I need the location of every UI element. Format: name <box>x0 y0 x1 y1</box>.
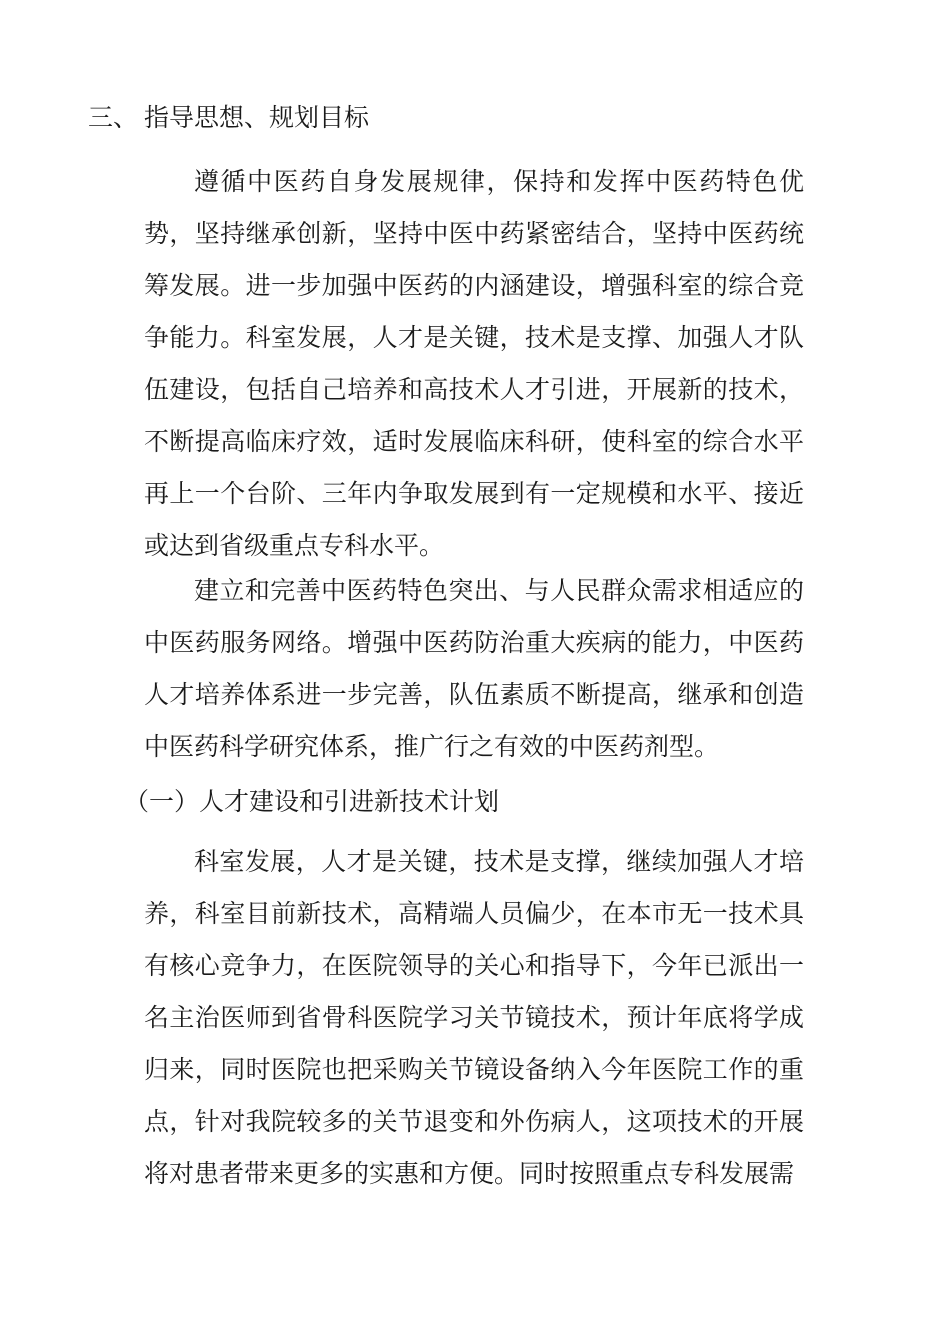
subsection-heading: （一）人才建设和引进新技术计划 <box>124 787 500 816</box>
paragraph-service-network: 建立和完善中医药特色突出、与人民群众需求相适应的中医药服务网络。增强中医药防治重大疾病的能力，中医药人才培养体系进一步完善，队伍素质不断提高，继承和创造中医药科学研究体系，推广行之有效的中医药剂型。 <box>144 576 804 761</box>
section-number: 三、 <box>88 103 139 132</box>
section-heading <box>88 98 369 138</box>
paragraph-talent-plan: 科室发展，人才是关键，技术是支撑，继续加强人才培养，科室目前新技术，高精端人员偏少，在本市无一技术具有核心竞争力，在医院领导的关心和指导下，今年已派出一名主治医师到省骨科医院学习关节镜技术，预计年底将学成归来，同时医院也把采购关节镜设备纳入今年医院工作的重点，针对我院较多的关节退变和外伤病人，这项技术的开展将对患者带来更多的实惠和方便。同时按照重点专科发展需 <box>144 847 804 1188</box>
section-title: 指导思想、规划目标 <box>144 103 370 132</box>
paragraph-guiding-thought: 遵循中医药自身发展规律，保持和发挥中医药特色优势，坚持继承创新，坚持中医中药紧密结合，坚持中医药统筹发展。进一步加强中医药的内涵建设，增强科室的综合竞争能力。科室发展，人才是关键，技术是支撑、加强人才队伍建设，包括自己培养和高技术人才引进，开展新的技术，不断提高临床疗效，适时发展临床科研，使科室的综合水平再上一个台阶、三年内争取发展到有一定规模和水平、接近或达到省级重点专科水平。 <box>144 167 804 560</box>
